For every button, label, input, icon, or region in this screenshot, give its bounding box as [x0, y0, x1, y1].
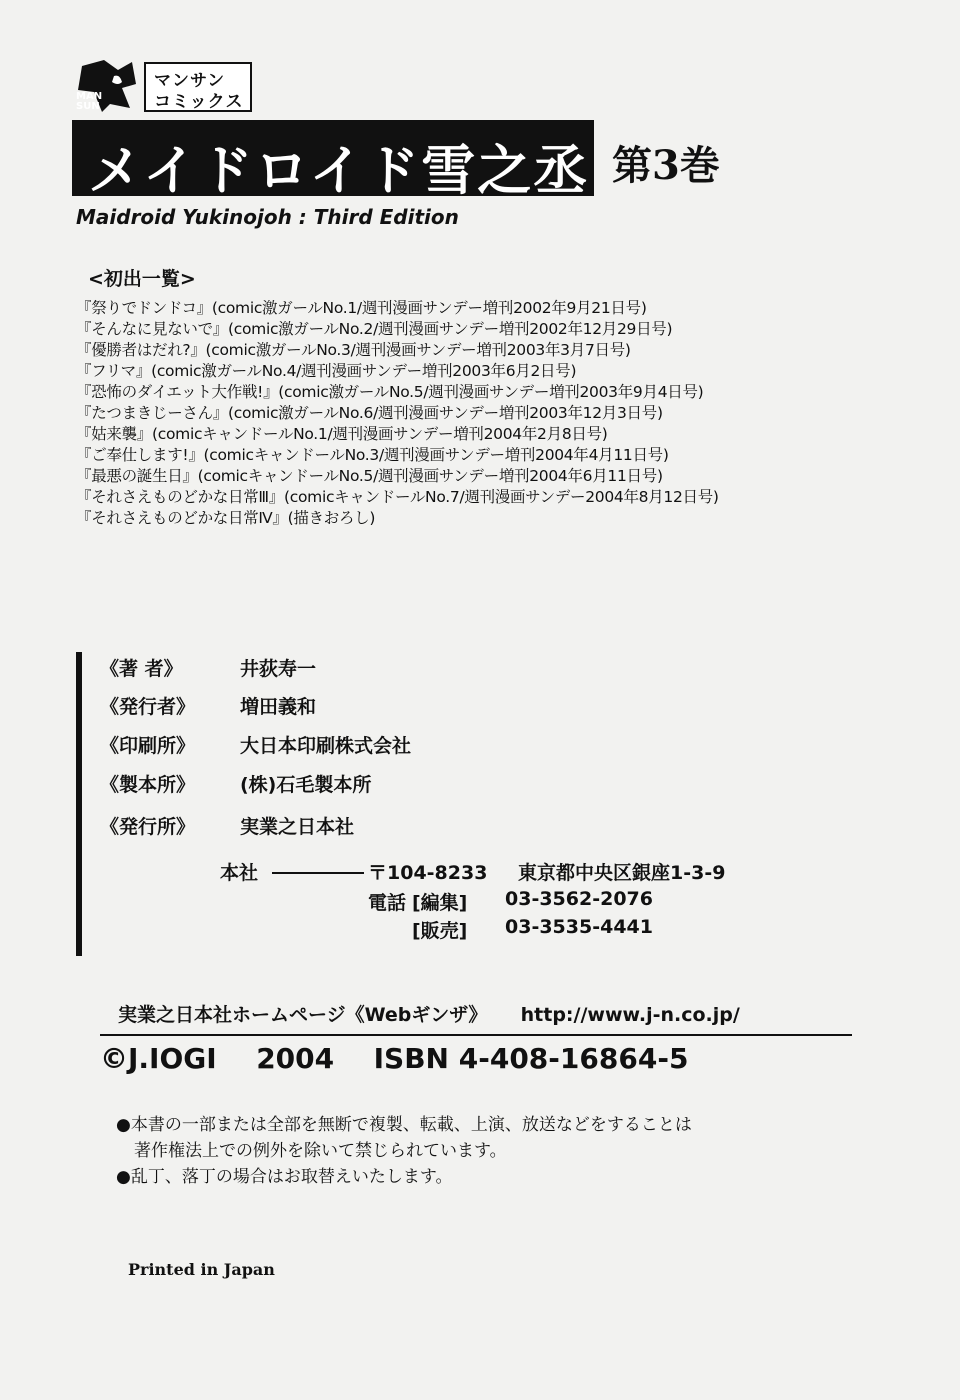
credit-publisher-person	[100, 692, 316, 719]
hq-label: 本社	[220, 862, 259, 884]
title-block	[72, 120, 594, 202]
credit-value: (株)石毛製本所	[240, 774, 372, 796]
list-item: 『そんなに見ないで』(comic激ガールNo.2/週刊漫画サンデー増刊2002年12月29日号)	[76, 320, 673, 338]
divider	[100, 1034, 852, 1036]
logo-line-1: マンサン	[154, 71, 226, 91]
credits-bar	[76, 652, 82, 956]
list-item: 『ご奉仕します!』(comicキャンドールNo.3/週刊漫画サンデー増刊2004年4月11日号)	[76, 446, 669, 464]
list-item: 『祭りでドンドコ』(comic激ガールNo.1/週刊漫画サンデー増刊2002年9月21日号)	[76, 299, 647, 317]
printed-in: Printed in Japan	[128, 1260, 275, 1279]
volume-number: 第3巻	[612, 142, 720, 189]
credit-printer	[100, 731, 411, 758]
list-item: 『恐怖のダイエット大作戦!』(comic激ガールNo.5/週刊漫画サンデー増刊2003年9月4日号)	[76, 383, 704, 401]
credit-value: 井荻寿一	[240, 658, 317, 680]
credit-value: 増田義和	[240, 696, 317, 718]
notice-line: ●乱丁、落丁の場合はお取替えいたします。	[116, 1167, 453, 1187]
credit-role: 《発行所》	[100, 816, 196, 838]
notice-line: ●本書の一部または全部を無断で複製、転載、上演、放送などをすることは	[116, 1115, 692, 1135]
english-subtitle: Maidroid Yukinojoh : Third Edition	[76, 205, 459, 229]
credit-role: 《著 者》	[100, 658, 183, 680]
copyright-line	[100, 1042, 688, 1075]
notice-line: 著作権法上での例外を除いて禁じられています。	[134, 1141, 507, 1161]
homepage-label: 実業之日本社ホームページ《Webギンザ》	[118, 1004, 488, 1026]
book-title: メイドロイド雪之丞	[88, 139, 590, 202]
credit-author	[100, 654, 316, 681]
copyright: ©J.IOGI	[100, 1042, 217, 1075]
homepage-url[interactable]: http://www.j-n.co.jp/	[520, 1004, 740, 1026]
credit-value: 実業之日本社	[240, 816, 355, 838]
first-appearances-list	[76, 298, 719, 529]
logo-line-2: コミックス	[154, 92, 244, 112]
phone-label: 電話	[368, 892, 407, 914]
logo-label-box	[144, 62, 252, 112]
credit-publisher	[100, 812, 354, 839]
editorial-phone: 03-3562-2076	[505, 888, 653, 910]
editorial-label: [編集]	[412, 892, 468, 914]
first-appearances-heading: <初出一覧>	[88, 268, 196, 290]
logo-brand: MAN SUN	[76, 91, 103, 112]
list-item: 『それさえものどかな日常Ⅳ』(描きおろし)	[76, 509, 376, 527]
credit-value: 大日本印刷株式会社	[240, 735, 412, 757]
credit-role: 《印刷所》	[100, 735, 196, 757]
list-item: 『たつまきじーさん』(comic激ガールNo.6/週刊漫画サンデー増刊2003年12月3日号)	[76, 404, 663, 422]
credit-role: 《製本所》	[100, 774, 196, 796]
list-item: 『それさえものどかな日常Ⅲ』(comicキャンドールNo.7/週刊漫画サンデー2004年8月12日号)	[76, 488, 719, 506]
sales-phone: 03-3535-4441	[505, 916, 653, 938]
list-item: 『最悪の誕生日』(comicキャンドールNo.5/週刊漫画サンデー増刊2004年6月11日号)	[76, 467, 663, 485]
credit-binder	[100, 770, 371, 797]
leader-line	[272, 872, 364, 874]
isbn: ISBN 4-408-16864-5	[373, 1042, 689, 1075]
hq-address: 東京都中央区銀座1-3-9	[518, 862, 726, 884]
copyright-year: 2004	[256, 1042, 335, 1075]
postal-code: 〒104-8233	[368, 862, 488, 884]
list-item: 『フリマ』(comic激ガールNo.4/週刊漫画サンデー増刊2003年6月2日号)	[76, 362, 577, 380]
sales-label: [販売]	[412, 920, 468, 942]
homepage-line	[118, 1000, 740, 1027]
credit-role: 《発行者》	[100, 696, 196, 718]
list-item: 『優勝者はだれ?』(comic激ガールNo.3/週刊漫画サンデー増刊2003年3月7日号)	[76, 341, 631, 359]
legal-notices	[116, 1112, 692, 1190]
publisher-logo	[74, 58, 254, 114]
list-item: 『姑来襲』(comicキャンドールNo.1/週刊漫画サンデー増刊2004年2月8日号)	[76, 425, 608, 443]
